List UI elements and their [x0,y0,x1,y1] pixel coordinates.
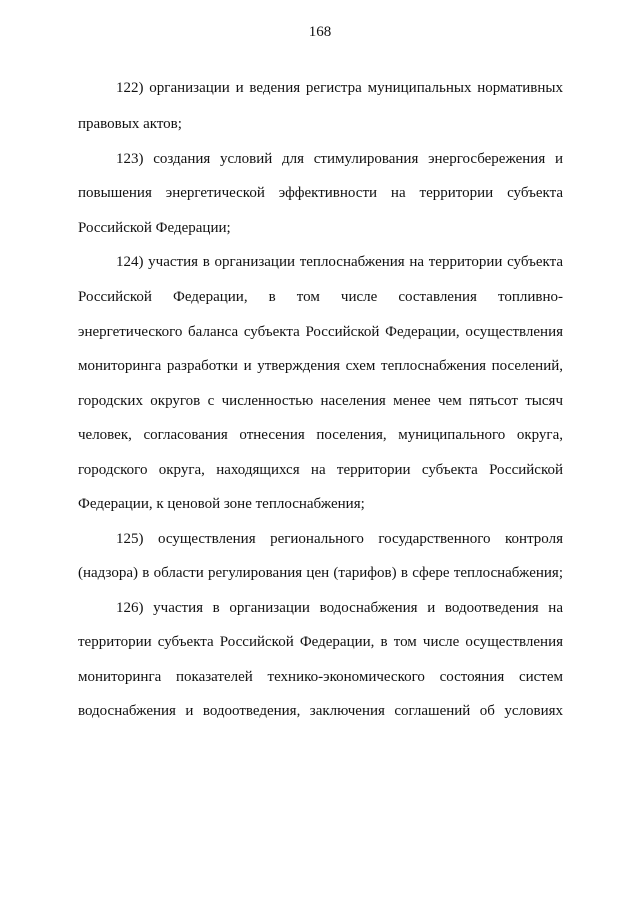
item-125-line-1: 125) осуществления регионального государственного контроля [116,531,563,547]
item-124-line-8: Федерации, к ценовой зоне теплоснабжения; [78,496,365,512]
item-124-line-1: 124) участия в организации теплоснабжения на территории субъекта [116,254,563,270]
item-126-line-2: территории субъекта Российской Федерации, в том числе осуществления [78,634,563,650]
item-124-line-7: городского округа, находящихся на территории субъекта Российской [78,462,563,478]
item-123-line-1: 123) создания условий для стимулирования энергосбережения и [116,151,563,167]
item-124-line-6: человек, согласования отнесения поселения, муниципального округа, [78,427,563,443]
item-126-line-1: 126) участия в организации водоснабжения и водоотведения на [116,600,563,616]
item-124-line-3: энергетического баланса субъекта Российской Федерации, осуществления [78,324,563,340]
item-122-line-2: правовых актов; [78,116,182,132]
item-123-line-2: повышения энергетической эффективности на территории субъекта [78,185,563,201]
item-124-line-4: мониторинга разработки и утверждения схем теплоснабжения поселений, [78,358,563,374]
item-124-line-2: Российской Федерации, в том числе составления топливно- [78,289,563,305]
item-126-line-3: мониторинга показателей технико-экономического состояния систем [78,669,563,685]
item-125-line-2: (надзора) в области регулирования цен (тарифов) в сфере теплоснабжения; [78,565,563,581]
item-122-line-1: 122) организации и ведения регистра муниципальных нормативных [116,80,563,96]
item-123-line-3: Российской Федерации; [78,220,231,236]
page-number: 168 [308,24,332,40]
item-126-line-4: водоснабжения и водоотведения, заключения соглашений об условиях [78,703,563,719]
item-124-line-5: городских округов с численностью населения менее чем пятьсот тысяч [78,393,563,409]
